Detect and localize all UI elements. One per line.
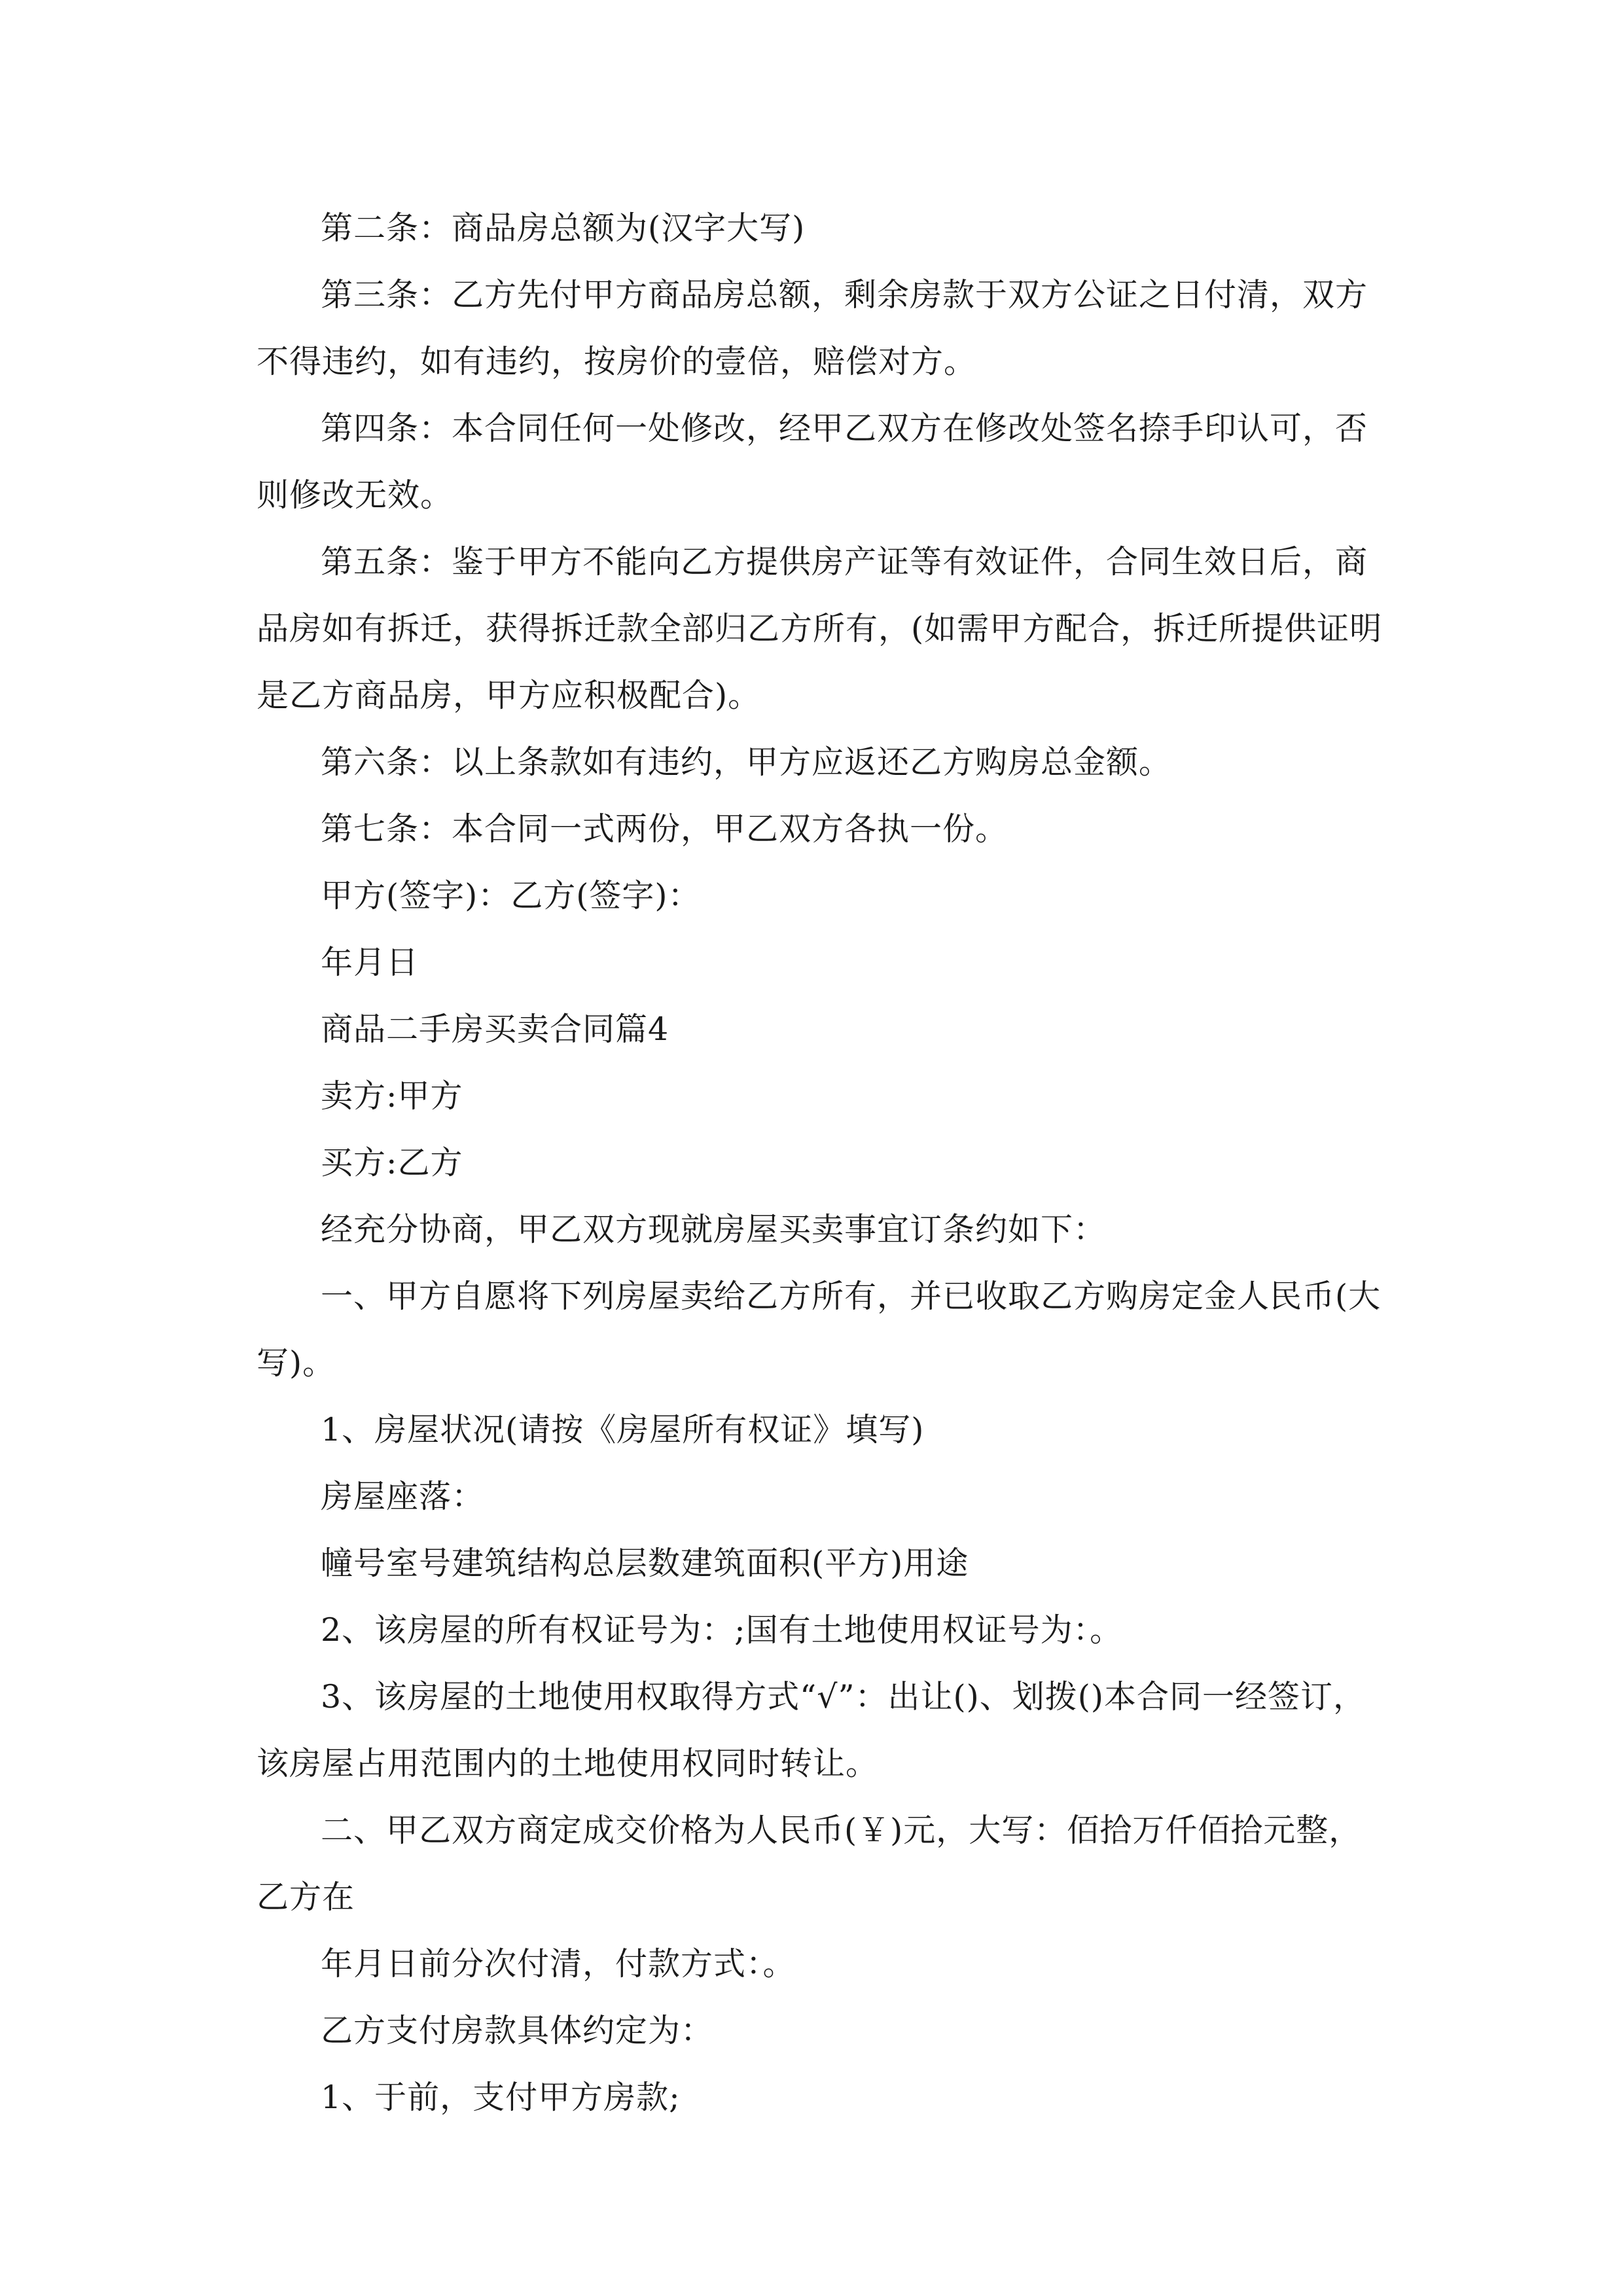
- buyer-line: 买方:乙方: [321, 1144, 463, 1181]
- paragraph: 2、该房屋的所有权证号为：;国有土地使用权证号为：。: [321, 1611, 1123, 1649]
- paragraph: 年月日前分次付清，付款方式：。: [321, 1945, 796, 1982]
- paragraph: 第四条：本合同任何一处修改，经甲乙双方在修改处签名捺手印认可，否则修改无效。: [257, 410, 1368, 514]
- paragraph: 第三条：乙方先付甲方商品房总额，剩余房款于双方公证之日付清，双方不得违约，如有违约，按房价的壹倍，赔偿对方。: [257, 276, 1368, 380]
- paragraph: 房屋座落：: [321, 1478, 485, 1515]
- paragraph: 一、甲方自愿将下列房屋卖给乙方所有，并已收取乙方购房定金人民币(大写)。: [257, 1278, 1382, 1382]
- paragraph: 幢号室号建筑结构总层数建筑面积(平方)用途: [321, 1545, 969, 1582]
- paragraph: 第五条：鉴于甲方不能向乙方提供房产证等有效证件，合同生效日后，商品房如有拆迁，获得拆迁款全部归乙方所有，(如需甲方配合，拆迁所提供证明是乙方商品房，甲方应积极配合)。: [257, 543, 1383, 714]
- paragraph: 乙方支付房款具体约定为：: [321, 2012, 714, 2049]
- paragraph: 1、于前，支付甲方房款;: [321, 2079, 681, 2116]
- date-line: 年月日: [321, 944, 419, 981]
- seller-line: 卖方:甲方: [321, 1077, 463, 1115]
- document-body: [257, 195, 1390, 2131]
- paragraph: 第二条：商品房总额为(汉字大写): [321, 209, 806, 247]
- paragraph: 1、房屋状况(请按《房屋所有权证》填写): [321, 1411, 925, 1448]
- paragraph: 第六条：以上条款如有违约，甲方应返还乙方购房总金额。: [321, 744, 1172, 781]
- paragraph: 第七条：本合同一式两份，甲乙双方各执一份。: [321, 810, 1008, 848]
- section-title: 商品二手房买卖合同篇4: [321, 1011, 669, 1048]
- paragraph: 二、甲乙双方商定成交价格为人民币(￥)元，大写：佰拾万仟佰拾元整，乙方在: [257, 1812, 1362, 1916]
- paragraph: 3、该房屋的土地使用权取得方式“√”：出让()、划拨()本合同一经签订，该房屋占用范围内的土地使用权同时转让。: [257, 1678, 1366, 1782]
- signature-line: 甲方(签字)：乙方(签字)：: [321, 877, 701, 914]
- paragraph: 经充分协商，甲乙双方现就房屋买卖事宜订条约如下：: [321, 1211, 1107, 1248]
